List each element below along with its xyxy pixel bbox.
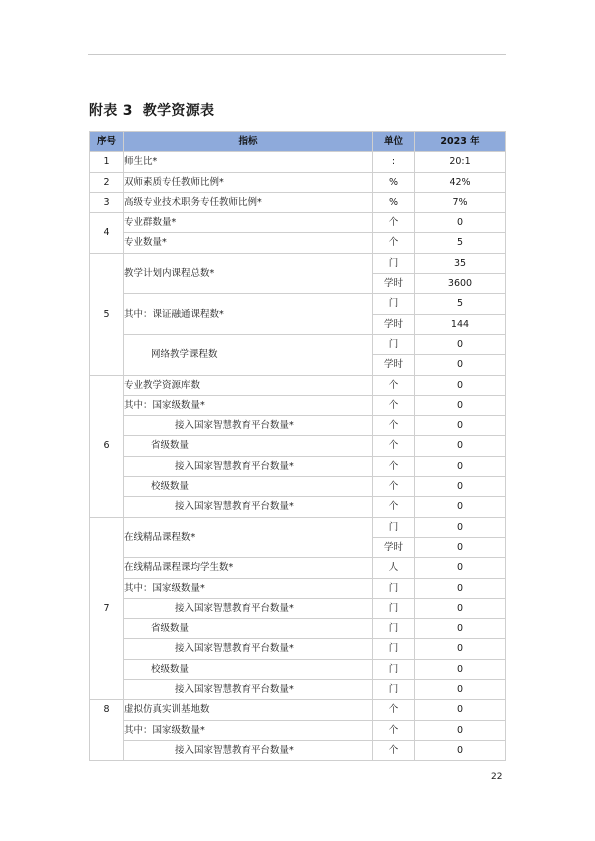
row-indicator: 教学计划内课程总数* <box>124 253 373 294</box>
header-indicator: 指标 <box>124 132 373 152</box>
row-unit: % <box>373 192 415 212</box>
row-value: 7% <box>415 192 506 212</box>
row-value: 0 <box>415 213 506 233</box>
indicator-text: 国家级数量* <box>152 582 205 594</box>
row-value: 0 <box>415 578 506 598</box>
row-indicator <box>124 639 373 659</box>
row-no: 3 <box>90 192 124 212</box>
indicator-text: 国家级数量* <box>152 724 205 736</box>
row-value: 0 <box>415 680 506 700</box>
row-unit: 学时 <box>373 274 415 294</box>
table-row <box>90 456 506 476</box>
table-row <box>90 436 506 456</box>
row-value: 0 <box>415 517 506 537</box>
table-row <box>90 294 506 314</box>
indicator-text: 接入国家智慧教育平台数量* <box>175 420 294 432</box>
indicator-text: 接入国家智慧教育平台数量* <box>175 602 294 614</box>
row-unit: 个 <box>373 477 415 497</box>
row-indicator: 在线精品课程课均学生数* <box>124 558 373 578</box>
row-indicator <box>124 659 373 679</box>
table-row <box>90 700 506 720</box>
table-label: 附表 3 <box>89 103 133 119</box>
table-row <box>90 578 506 598</box>
row-value: 0 <box>415 537 506 557</box>
indicator-text: 省级数量 <box>151 440 190 452</box>
row-unit: 个 <box>373 233 415 253</box>
table-row <box>90 152 506 172</box>
table-header-row <box>90 132 506 152</box>
row-value: 0 <box>415 456 506 476</box>
table-row <box>90 598 506 618</box>
page-number: 22 <box>491 772 503 782</box>
row-value: 0 <box>415 375 506 395</box>
row-value: 0 <box>415 619 506 639</box>
row-value: 0 <box>415 639 506 659</box>
indicator-text: 国家级数量* <box>152 399 205 411</box>
table-row <box>90 233 506 253</box>
table-row <box>90 740 506 760</box>
row-indicator: 师生比* <box>124 152 373 172</box>
row-indicator: 在线精品课程数* <box>124 517 373 558</box>
row-value: 5 <box>415 294 506 314</box>
row-unit: 学时 <box>373 314 415 334</box>
indicator-prefix: 其中： <box>124 399 153 411</box>
row-value: 0 <box>415 416 506 436</box>
teaching-resources-table <box>89 131 506 761</box>
row-indicator <box>124 456 373 476</box>
row-unit: 个 <box>373 720 415 740</box>
row-indicator <box>124 416 373 436</box>
indicator-text: 接入国家智慧教育平台数量* <box>175 744 294 756</box>
table-row <box>90 395 506 415</box>
table-row <box>90 213 506 233</box>
indicator-prefix: 其中： <box>124 724 153 736</box>
table-row <box>90 639 506 659</box>
table-row <box>90 253 506 273</box>
row-unit: 门 <box>373 680 415 700</box>
row-indicator <box>124 680 373 700</box>
indicator-text: 网络教学课程数 <box>151 349 218 361</box>
row-indicator <box>124 436 373 456</box>
table-title: 教学资源表 <box>142 103 215 119</box>
table-row <box>90 680 506 700</box>
row-unit: 个 <box>373 700 415 720</box>
row-value: 0 <box>415 395 506 415</box>
row-value: 0 <box>415 477 506 497</box>
indicator-text: 省级数量 <box>151 623 190 635</box>
row-unit: 个 <box>373 213 415 233</box>
row-unit: 门 <box>373 598 415 618</box>
row-value: 0 <box>415 659 506 679</box>
row-unit: 个 <box>373 497 415 517</box>
row-unit: 学时 <box>373 355 415 375</box>
table-row <box>90 375 506 395</box>
row-indicator <box>124 497 373 517</box>
row-unit: 个 <box>373 456 415 476</box>
indicator-text: 接入国家智慧教育平台数量* <box>175 684 294 696</box>
row-unit: 门 <box>373 659 415 679</box>
indicator-text: 课证融通课程数* <box>152 308 224 320</box>
row-value: 42% <box>415 172 506 192</box>
row-indicator <box>124 477 373 497</box>
row-indicator: 双师素质专任教师比例* <box>124 172 373 192</box>
header-year: 2023 年 <box>415 132 506 152</box>
row-no: 6 <box>90 375 124 517</box>
row-unit: 门 <box>373 253 415 273</box>
table-row <box>90 172 506 192</box>
row-no: 4 <box>90 213 124 254</box>
table-heading <box>89 100 214 120</box>
header-unit: 单位 <box>373 132 415 152</box>
header-rule <box>88 54 506 55</box>
row-indicator <box>124 619 373 639</box>
row-unit: 门 <box>373 294 415 314</box>
table-row <box>90 720 506 740</box>
row-unit: 个 <box>373 740 415 760</box>
row-unit: 个 <box>373 395 415 415</box>
row-no: 5 <box>90 253 124 375</box>
header-no: 序号 <box>90 132 124 152</box>
indicator-prefix: 其中： <box>124 582 153 594</box>
indicator-text: 接入国家智慧教育平台数量* <box>175 501 294 513</box>
row-value: 0 <box>415 720 506 740</box>
row-indicator: 专业群数量* <box>124 213 373 233</box>
indicator-text: 接入国家智慧教育平台数量* <box>175 460 294 472</box>
row-unit: 门 <box>373 578 415 598</box>
row-value: 0 <box>415 740 506 760</box>
row-value: 20:1 <box>415 152 506 172</box>
table-row <box>90 416 506 436</box>
row-indicator <box>124 334 373 375</box>
table-row <box>90 192 506 212</box>
row-value: 144 <box>415 314 506 334</box>
row-no: 8 <box>90 700 124 761</box>
row-indicator <box>124 395 373 415</box>
table-row <box>90 558 506 578</box>
row-indicator: 专业数量* <box>124 233 373 253</box>
row-value: 0 <box>415 355 506 375</box>
row-value: 0 <box>415 497 506 517</box>
row-indicator: 高级专业技术职务专任教师比例* <box>124 192 373 212</box>
row-indicator <box>124 720 373 740</box>
indicator-text: 校级数量 <box>151 663 190 675</box>
row-indicator <box>124 294 373 335</box>
row-unit: 个 <box>373 436 415 456</box>
table-row <box>90 334 506 354</box>
row-unit: 个 <box>373 375 415 395</box>
table-row <box>90 619 506 639</box>
row-indicator <box>124 740 373 760</box>
row-value: 3600 <box>415 274 506 294</box>
table-row <box>90 477 506 497</box>
row-indicator: 专业教学资源库数 <box>124 375 373 395</box>
row-value: 0 <box>415 598 506 618</box>
table-row <box>90 497 506 517</box>
row-unit: 门 <box>373 517 415 537</box>
row-value: 35 <box>415 253 506 273</box>
row-no: 2 <box>90 172 124 192</box>
row-indicator: 虚拟仿真实训基地数 <box>124 700 373 720</box>
row-indicator <box>124 578 373 598</box>
row-value: 0 <box>415 700 506 720</box>
row-unit: : <box>373 152 415 172</box>
row-unit: 学时 <box>373 537 415 557</box>
table-row <box>90 659 506 679</box>
row-no: 1 <box>90 152 124 172</box>
table-row <box>90 517 506 537</box>
row-value: 0 <box>415 436 506 456</box>
indicator-text: 接入国家智慧教育平台数量* <box>175 643 294 655</box>
row-value: 0 <box>415 334 506 354</box>
row-indicator <box>124 598 373 618</box>
indicator-prefix: 其中： <box>124 308 153 320</box>
row-value: 0 <box>415 558 506 578</box>
row-value: 5 <box>415 233 506 253</box>
row-unit: 门 <box>373 334 415 354</box>
row-unit: % <box>373 172 415 192</box>
row-unit: 门 <box>373 639 415 659</box>
row-no: 7 <box>90 517 124 700</box>
row-unit: 个 <box>373 416 415 436</box>
row-unit: 人 <box>373 558 415 578</box>
indicator-text: 校级数量 <box>151 481 190 493</box>
row-unit: 门 <box>373 619 415 639</box>
